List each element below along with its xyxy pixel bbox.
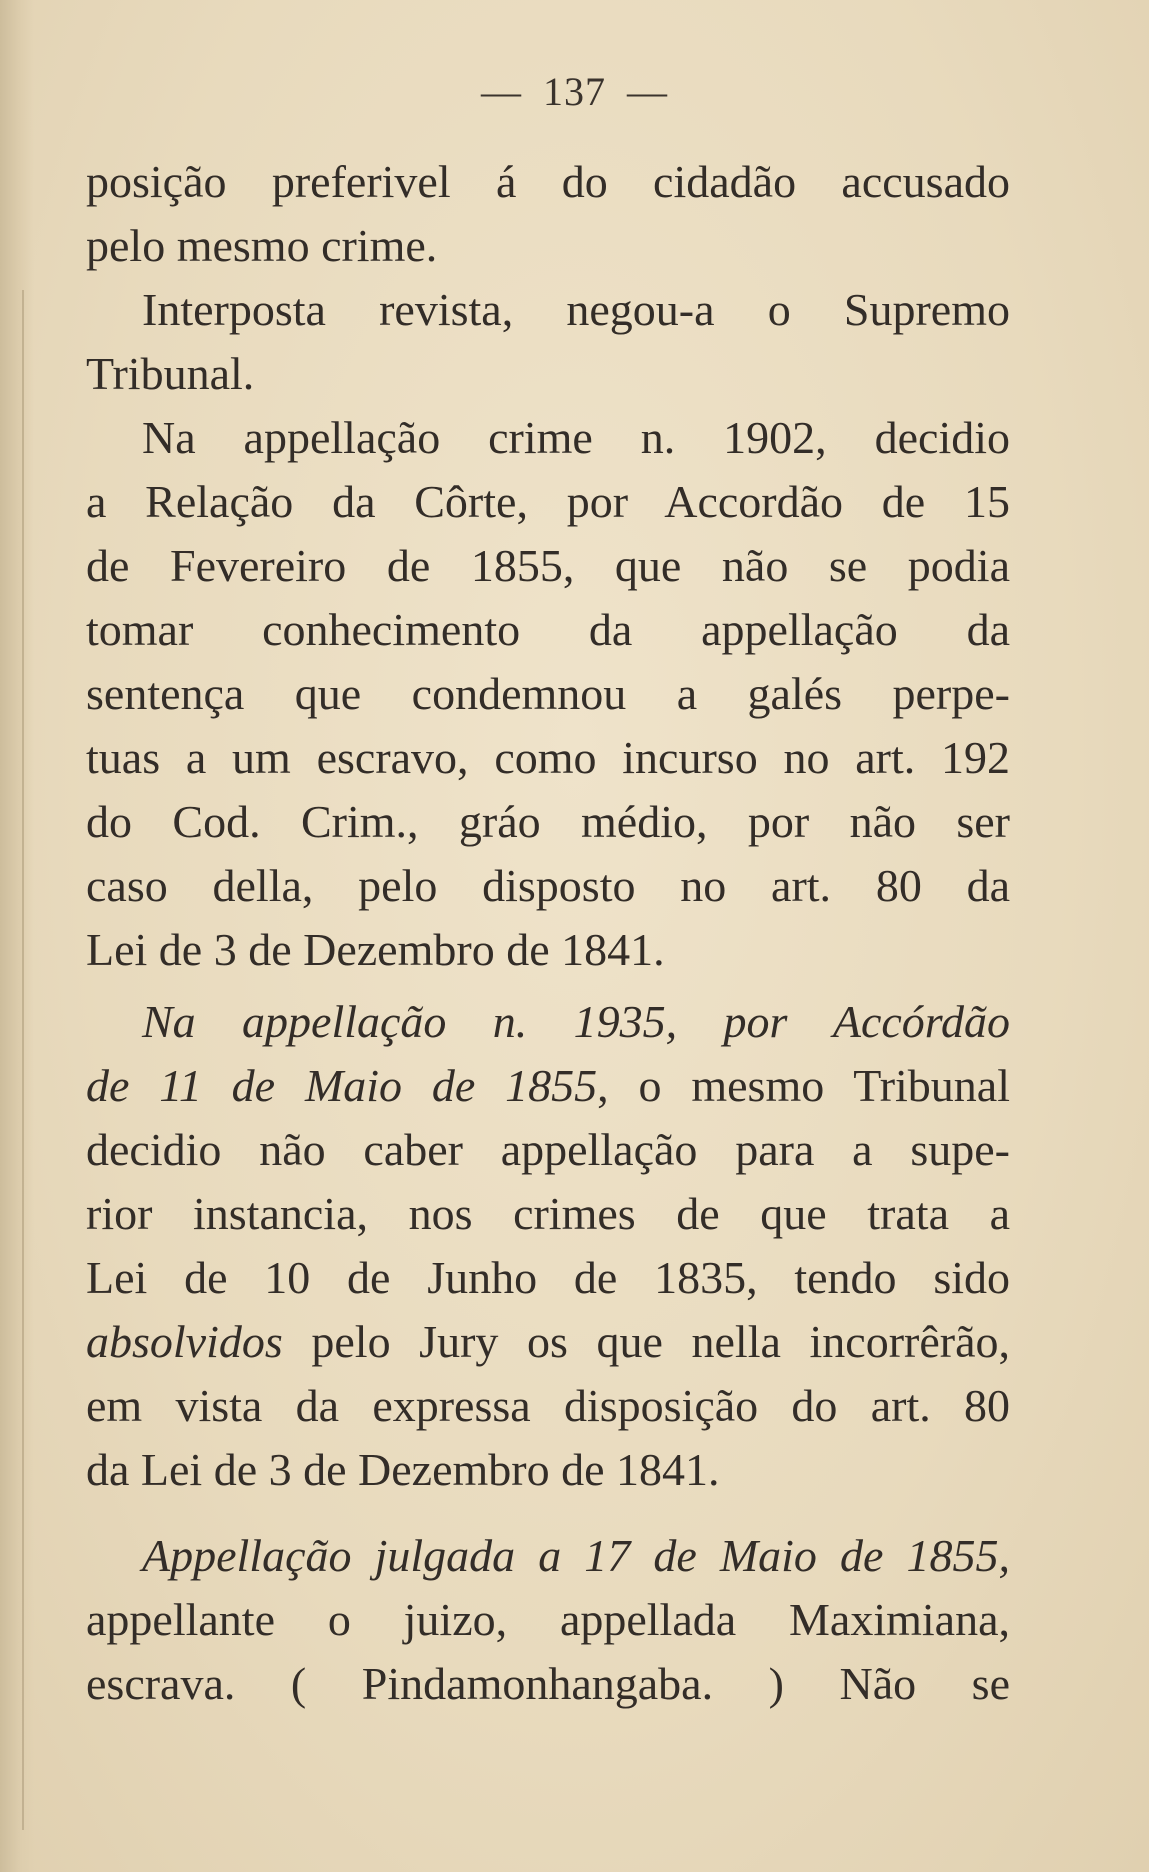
italic-run: Na appellação n. 1935, por Accórdão [142, 996, 1010, 1047]
text-line [86, 406, 1010, 470]
page-gutter [0, 0, 34, 1872]
text-line [86, 1310, 1010, 1374]
body-text [86, 150, 1010, 1716]
text-line [86, 1652, 1010, 1716]
text-line [86, 278, 1010, 342]
text-line [86, 918, 1010, 982]
text-line [86, 598, 1010, 662]
text-run: a Relação da Côrte, por Accordão de 15 [86, 476, 1010, 527]
text-line [86, 150, 1010, 214]
text-line [86, 990, 1010, 1054]
text-line [86, 214, 1010, 278]
text-line [86, 1374, 1010, 1438]
text-run: pelo Jury os que nella incorrêrão, [282, 1316, 1010, 1367]
text-run: Lei de 3 de Dezembro de 1841. [86, 924, 665, 975]
text-line [86, 342, 1010, 406]
text-run: , o mesmo Tribunal [597, 1060, 1011, 1111]
italic-run: Appellação julgada a 17 de Maio de 1855, [142, 1530, 1010, 1581]
page-number: — 137 — [481, 69, 668, 114]
text-run: tuas a um escravo, como incurso no art. 192 [86, 732, 1010, 783]
text-run: Na appellação crime n. 1902, decidio [142, 412, 1010, 463]
text-line [86, 1246, 1010, 1310]
text-run: de Fevereiro de 1855, que não se podia [86, 540, 1010, 591]
text-line [86, 726, 1010, 790]
text-run: appellante o juizo, appellada Maximiana, [86, 1594, 1010, 1645]
text-run: em vista da expressa disposição do art. 80 [86, 1380, 1010, 1431]
text-run: pelo mesmo crime. [86, 220, 438, 271]
text-run: posição preferivel á do cidadão accusado [86, 156, 1010, 207]
text-line [86, 1524, 1010, 1588]
text-line [86, 1054, 1010, 1118]
gutter-crease [22, 290, 24, 1830]
italic-run: absolvidos [86, 1316, 283, 1367]
text-line [86, 1118, 1010, 1182]
text-line [86, 1588, 1010, 1652]
text-line [86, 534, 1010, 598]
text-line [86, 1182, 1010, 1246]
text-line [86, 662, 1010, 726]
text-run: caso della, pelo disposto no art. 80 da [86, 860, 1010, 911]
text-line [86, 1438, 1010, 1502]
text-run: sentença que condemnou a galés perpe- [86, 668, 1010, 719]
text-line [86, 790, 1010, 854]
text-run: do Cod. Crim., gráo médio, por não ser [86, 796, 1010, 847]
text-run: escrava. ( Pindamonhangaba. ) Não se [86, 1658, 1010, 1709]
text-line [86, 470, 1010, 534]
text-run: Tribunal. [86, 348, 255, 399]
text-run: da Lei de 3 de Dezembro de 1841. [86, 1444, 720, 1495]
text-run: rior instancia, nos crimes de que trata a [86, 1188, 1010, 1239]
text-line [86, 854, 1010, 918]
text-run: decidio não caber appellação para a supe- [86, 1124, 1010, 1175]
text-run: Interposta revista, negou-a o Supremo [142, 284, 1010, 335]
italic-run: de 11 de Maio de 1855 [86, 1060, 598, 1111]
text-run: tomar conhecimento da appellação da [86, 604, 1010, 655]
text-run: Lei de 10 de Junho de 1835, tendo sido [86, 1252, 1010, 1303]
